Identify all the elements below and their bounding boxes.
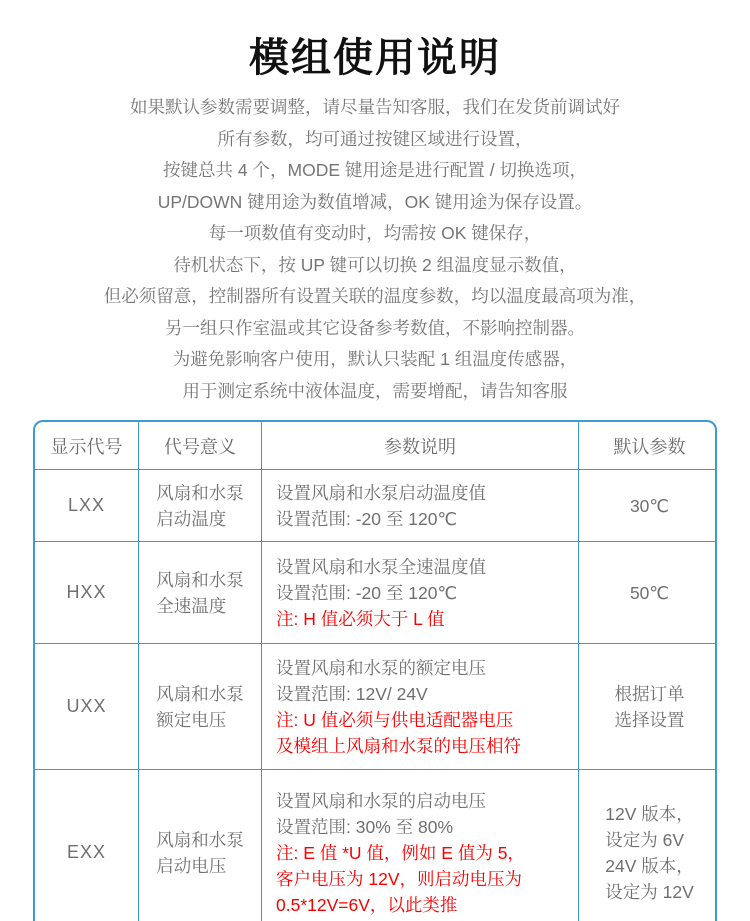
desc-line: 设置范围: -20 至 120℃ [276, 508, 458, 529]
header-default-param: 默认参数 [579, 422, 718, 470]
desc-line: 设置风扇和水泵启动温度值 [276, 482, 486, 503]
note-line: 注: E 值 *U 值，例如 E 值为 5， [276, 842, 525, 863]
desc-line: 设置风扇和水泵的额定电压 [276, 657, 486, 678]
table-row [35, 470, 718, 542]
cell-code: LXX [35, 470, 139, 542]
default-line: 24V 版本， [605, 855, 694, 876]
intro-paragraph [0, 92, 750, 407]
cell-meaning [139, 542, 262, 644]
table-row [35, 644, 718, 770]
cell-default [579, 770, 718, 921]
cell-description [262, 770, 579, 921]
table-header-row [35, 422, 718, 470]
intro-line: 另一组只作室温或其它设备参考数值，不影响控制器。 [165, 317, 585, 338]
cell-default [579, 470, 718, 542]
intro-line: 待机状态下，按 UP 键可以切换 2 组温度显示数值， [173, 254, 577, 275]
cell-meaning [139, 644, 262, 770]
note-line: 及模组上风扇和水泵的电压相符 [276, 735, 521, 756]
cell-description [262, 542, 579, 644]
desc-line: 设置风扇和水泵全速温度值 [276, 556, 486, 577]
default-line: 30℃ [629, 495, 670, 516]
header-display-code: 显示代号 [35, 422, 139, 470]
default-line: 设定为 12V [605, 881, 694, 902]
meaning-line: 风扇和水泵 [156, 829, 244, 850]
desc-line: 设置范围: 30% 至 80% [276, 816, 453, 837]
cell-meaning [139, 770, 262, 921]
meaning-line: 额定电压 [156, 709, 227, 730]
desc-line: 设置范围: -20 至 120℃ [276, 582, 458, 603]
cell-default [579, 542, 718, 644]
default-line: 12V 版本， [605, 803, 694, 824]
intro-line: 为避免影响客户使用，默认只装配 1 组温度传感器， [172, 349, 578, 369]
meaning-line: 风扇和水泵 [156, 569, 244, 590]
desc-line: 设置风扇和水泵的启动电压 [276, 790, 486, 811]
note-line: 0.5*12V=6V，以此类推 [276, 894, 458, 915]
intro-line: 每一项数值有变动时，均需按 OK 键保存， [208, 223, 542, 243]
meaning-line: 风扇和水泵 [156, 482, 244, 503]
desc-line: 设置范围: 12V/ 24V [276, 683, 428, 704]
meaning-line: 启动电压 [156, 855, 227, 876]
page-title: 模组使用说明 [249, 36, 501, 80]
default-line: 选择设置 [614, 709, 685, 730]
default-line: 50℃ [629, 582, 670, 603]
cell-code: UXX [35, 644, 139, 770]
parameter-table [33, 420, 717, 921]
cell-code: HXX [35, 542, 139, 644]
intro-line: 按键总共 4 个，MODE 键用途是进行配置 / 切换选项， [163, 160, 587, 180]
intro-line: 如果默认参数需要调整，请尽量告知客服，我们在发货前调试好 [130, 97, 620, 117]
cell-description [262, 470, 579, 542]
cell-code: EXX [35, 770, 139, 921]
intro-line: UP/DOWN 键用途为数值增减，OK 键用途为保存设置。 [157, 191, 593, 212]
header-param-desc: 参数说明 [262, 422, 579, 470]
note-line: 注: H 值必须大于 L 值 [276, 608, 445, 629]
note-line: 注: U 值必须与供电适配器电压 [276, 709, 514, 730]
note-line: 客户电压为 12V，则启动电压为 [276, 868, 522, 889]
table-row [35, 542, 718, 644]
default-line: 设定为 6V [605, 829, 685, 850]
meaning-line: 全速温度 [156, 595, 227, 616]
intro-line: 所有参数，均可通过按键区域进行设置， [217, 128, 533, 149]
cell-description [262, 644, 579, 770]
header-code-meaning: 代号意义 [139, 422, 262, 470]
meaning-line: 启动温度 [156, 508, 227, 529]
meaning-line: 风扇和水泵 [156, 683, 244, 704]
intro-line: 但必须留意，控制器所有设置关联的温度参数，均以温度最高项为准， [103, 286, 647, 306]
cell-default [579, 644, 718, 770]
intro-line: 用于测定系统中液体温度，需要增配，请告知客服 [182, 380, 568, 401]
default-line: 根据订单 [614, 683, 685, 704]
cell-meaning [139, 470, 262, 542]
table-row [35, 770, 718, 921]
